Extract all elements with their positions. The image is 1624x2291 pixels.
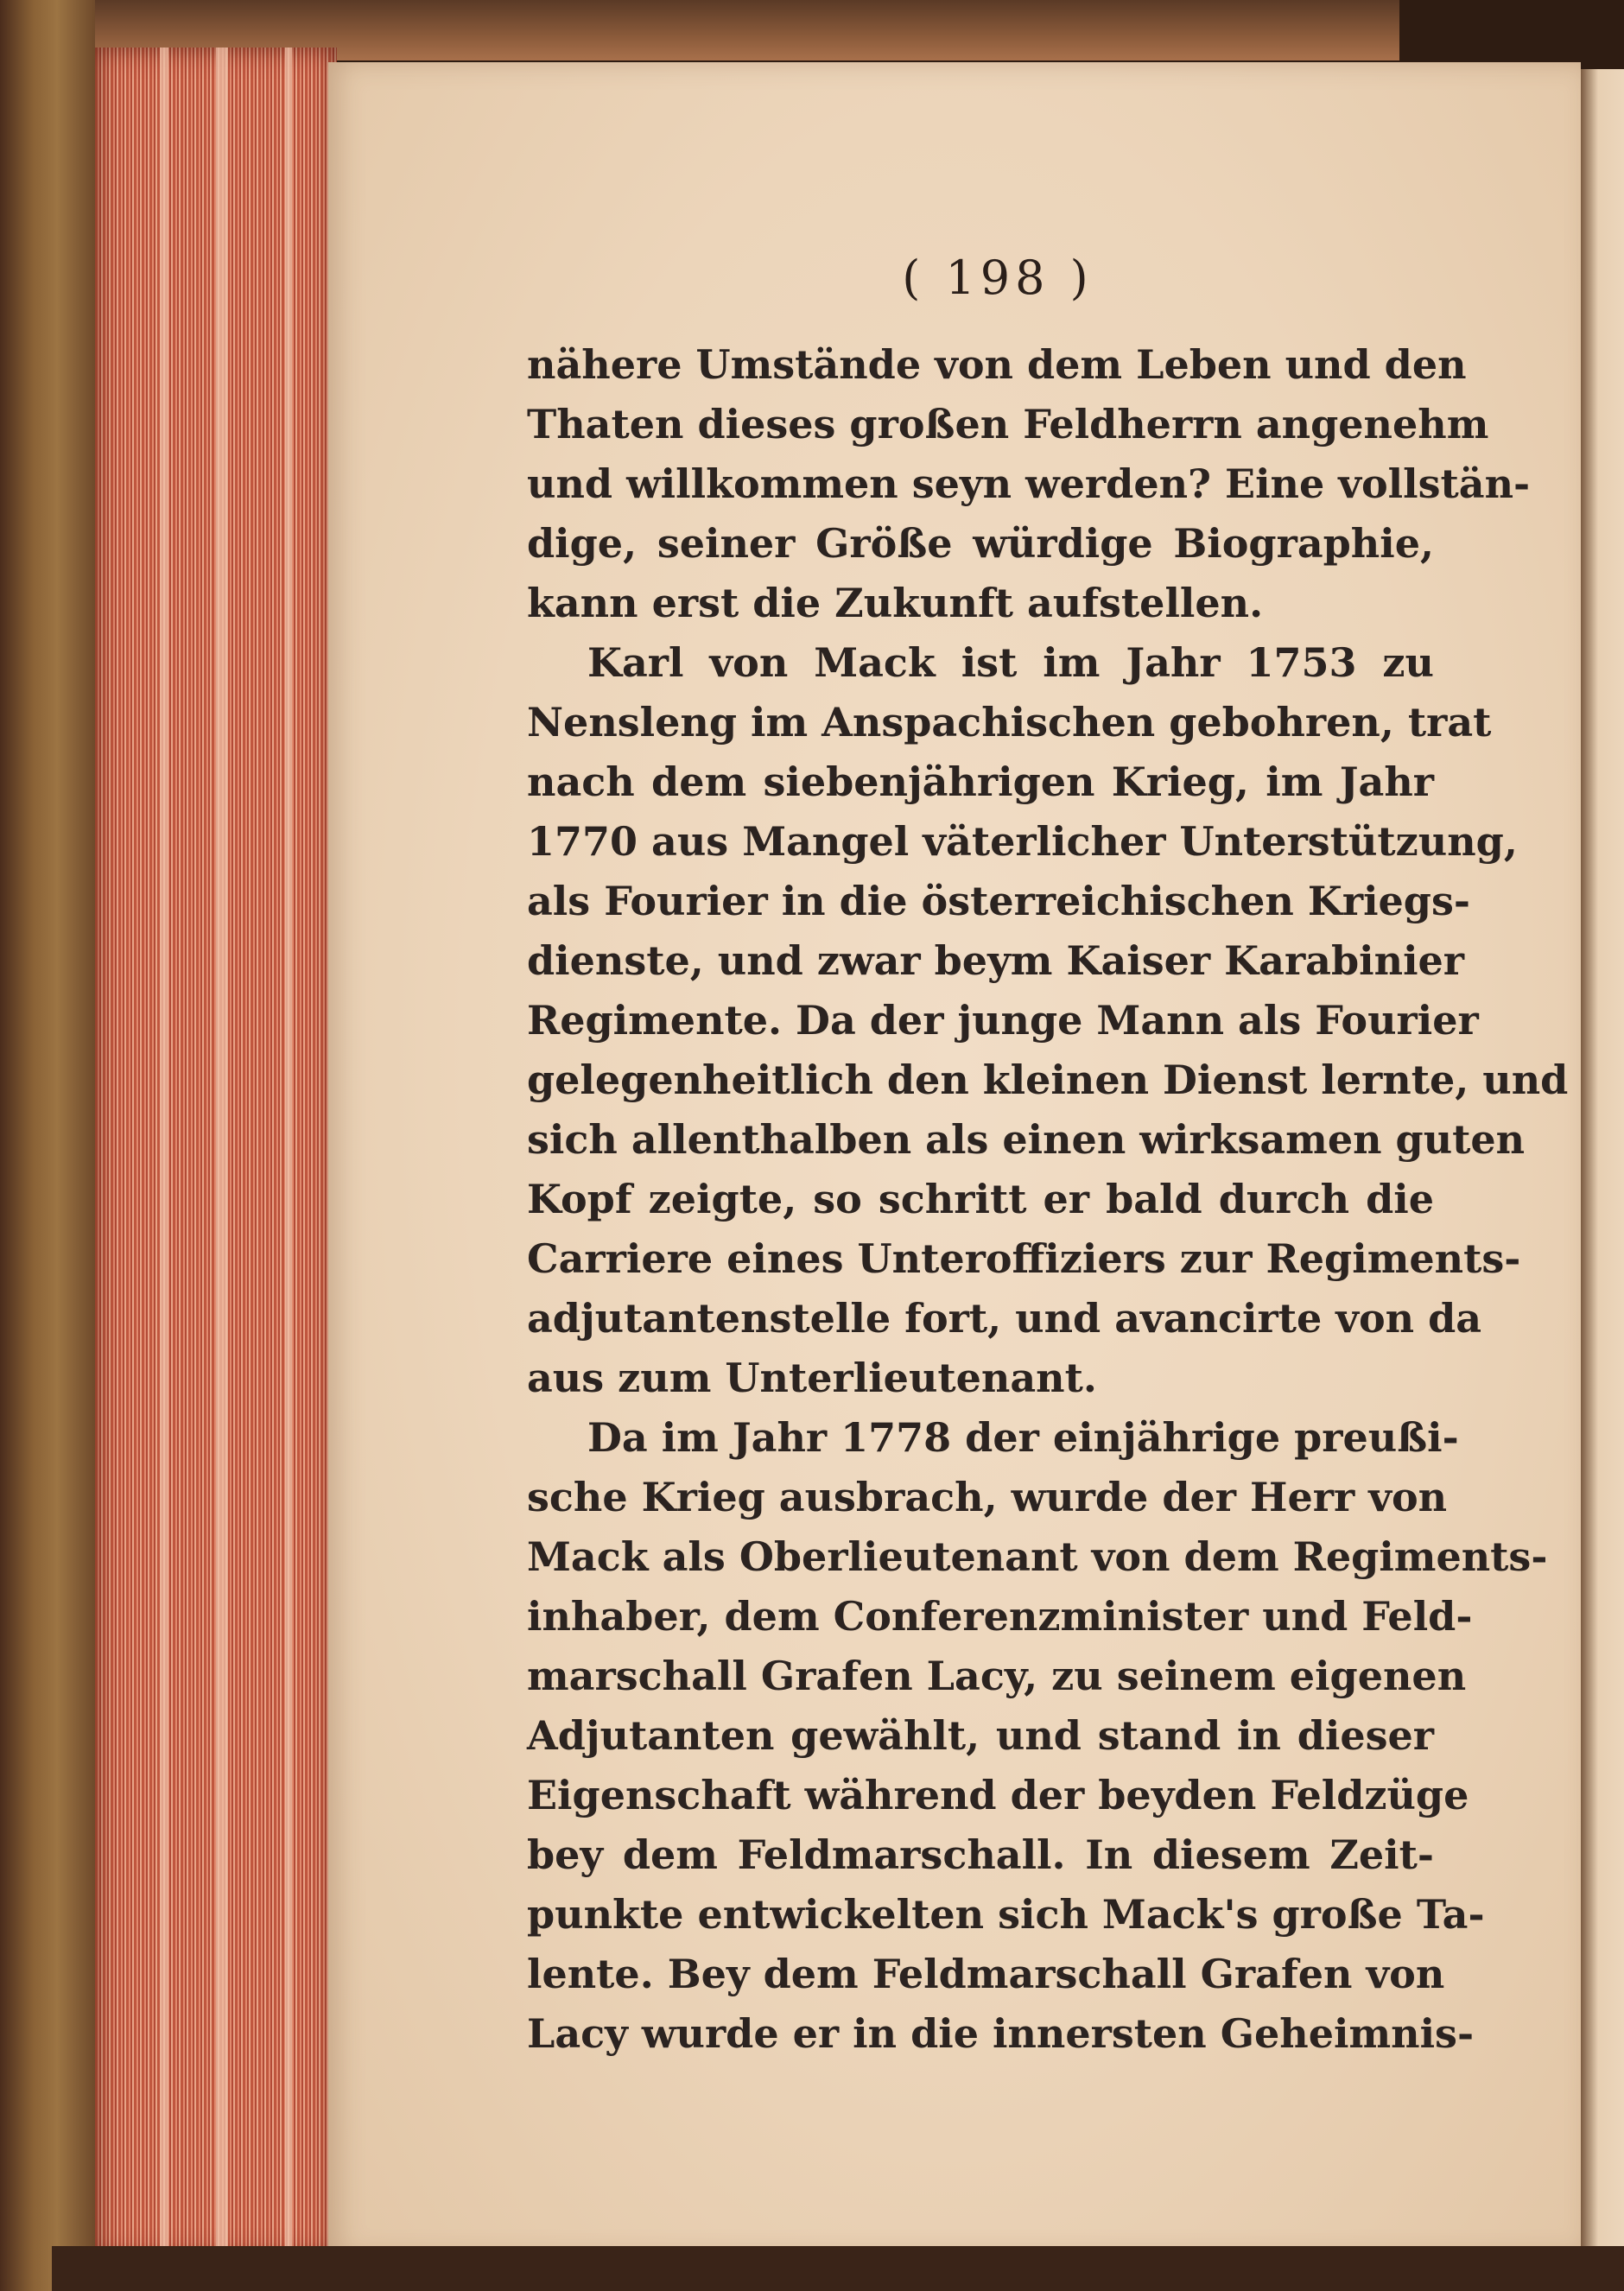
text-line: punkte entwickelten sich Mack's große Ta- xyxy=(527,1891,1485,1938)
book-cover-bottom xyxy=(52,2246,1624,2291)
page-body-text xyxy=(527,335,1569,2064)
text-line: lente. Bey dem Feldmarschall Grafen von xyxy=(527,1951,1445,1997)
text-line: Da im Jahr 1778 der einjährige preußi- xyxy=(587,1414,1459,1461)
text-line: marschall Grafen Lacy, zu seinem eigenen xyxy=(527,1653,1467,1699)
text-line: aus zum Unterlieutenant. xyxy=(527,1355,1097,1401)
text-line: gelegenheitlich den kleinen Dienst lernte, und xyxy=(527,1057,1569,1103)
page-number: ( 198 ) xyxy=(902,251,1094,305)
text-line: bey dem Feldmarschall. In diesem Zeit- xyxy=(527,1831,1434,1878)
facing-page-edge xyxy=(1581,69,1624,2246)
text-line: Carriere eines Unteroffiziers zur Regiments- xyxy=(527,1235,1521,1282)
text-line: nach dem siebenjährigen Krieg, im Jahr xyxy=(527,758,1434,805)
page-edge-band xyxy=(160,48,168,2259)
page-edge-band xyxy=(285,48,292,2259)
text-line: Mack als Oberlieutenant von dem Regiments- xyxy=(527,1533,1548,1580)
text-line: Thaten dieses großen Feldherrn angenehm xyxy=(527,401,1489,447)
text-line: inhaber, dem Conferenzminister und Feld- xyxy=(527,1593,1473,1640)
text-line: 1770 aus Mangel väterlicher Unterstützung, xyxy=(527,818,1518,865)
text-line: dienste, und zwar beym Kaiser Karabinier xyxy=(527,937,1465,984)
page-edge-band xyxy=(216,48,228,2259)
text-line: dige, seiner Größe würdige Biographie, xyxy=(527,520,1434,567)
text-line: kann erst die Zukunft aufstellen. xyxy=(527,580,1264,626)
text-line: sche Krieg ausbrach, wurde der Herr von xyxy=(527,1474,1448,1520)
book-cover-spine xyxy=(0,0,95,2291)
text-line: Adjutanten gewählt, und stand in dieser xyxy=(527,1712,1434,1759)
text-line: als Fourier in die österreichischen Kriegs- xyxy=(527,878,1470,924)
text-line: nähere Umstände von dem Leben und den xyxy=(527,341,1467,388)
text-line: adjutantenstelle fort, und avancirte von da xyxy=(527,1295,1482,1342)
text-line: Karl von Mack ist im Jahr 1753 zu xyxy=(587,639,1434,686)
text-line: Regimente. Da der junge Mann als Fourier xyxy=(527,997,1479,1044)
text-line: sich allenthalben als einen wirksamen guten xyxy=(527,1116,1526,1163)
text-line: Eigenschaft während der beyden Feldzüge xyxy=(527,1772,1469,1818)
text-line: Kopf zeigte, so schritt er bald durch die xyxy=(527,1176,1434,1222)
text-line: und willkommen seyn werden? Eine vollstän- xyxy=(527,460,1531,507)
text-line: Lacy wurde er in die innersten Geheimnis- xyxy=(527,2010,1475,2057)
text-line: Nensleng im Anspachischen gebohren, trat xyxy=(527,699,1492,746)
